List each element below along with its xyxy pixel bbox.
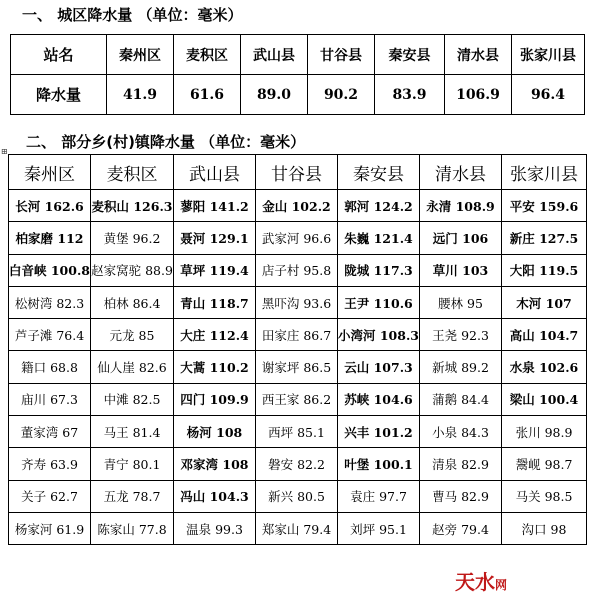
township-cell: 远门 106 (420, 222, 502, 254)
watermark-suffix: 网 (495, 578, 508, 592)
township-cell: 陈家山 77.8 (91, 512, 174, 544)
township-precipitation-table (8, 154, 587, 545)
township-row (9, 319, 587, 351)
township-cell: 清泉 82.9 (420, 448, 502, 480)
township-cell: 白音峡 100.8 (9, 254, 91, 286)
township-cell: 温泉 99.3 (174, 512, 256, 544)
township-cell: 五龙 78.7 (91, 480, 174, 512)
township-cell: 松树湾 82.3 (9, 286, 91, 318)
precipitation-value: 41.9 (107, 75, 174, 115)
township-cell: 袁庄 97.7 (338, 480, 420, 512)
township-cell: 梁山 100.4 (502, 383, 587, 415)
township-cell: 谢家坪 86.5 (256, 351, 338, 383)
township-row (9, 222, 587, 254)
township-cell: 曹马 82.9 (420, 480, 502, 512)
township-cell: 武家河 96.6 (256, 222, 338, 254)
township-cell: 店子村 95.8 (256, 254, 338, 286)
township-cell: 草川 103 (420, 254, 502, 286)
township-row (9, 383, 587, 415)
township-cell: 赵家窝驼 88.9 (91, 254, 174, 286)
precipitation-value: 61.6 (174, 75, 241, 115)
township-cell: 永清 108.9 (420, 190, 502, 222)
station-name: 武山县 (241, 35, 308, 75)
watermark-main: 天水 (455, 570, 495, 594)
county-header: 张家川县 (502, 155, 587, 190)
township-row (9, 448, 587, 480)
township-cell: 西王家 86.2 (256, 383, 338, 415)
township-cell: 张川 98.9 (502, 416, 587, 448)
township-cell: 腰林 95 (420, 286, 502, 318)
township-cell: 沟口 98 (502, 512, 587, 544)
township-cell: 大蒿 110.2 (174, 351, 256, 383)
station-name: 麦积区 (174, 35, 241, 75)
township-cell: 刘坪 95.1 (338, 512, 420, 544)
township-cell: 鬶岘 98.7 (502, 448, 587, 480)
township-cell: 齐寿 63.9 (9, 448, 91, 480)
township-cell: 郑家山 79.4 (256, 512, 338, 544)
township-cell: 新庄 127.5 (502, 222, 587, 254)
township-cell: 马关 98.5 (502, 480, 587, 512)
township-cell: 麦积山 126.3 (91, 190, 174, 222)
township-cell: 籍口 68.8 (9, 351, 91, 383)
township-cell: 小泉 84.3 (420, 416, 502, 448)
township-cell: 聂河 129.1 (174, 222, 256, 254)
township-cell: 大庄 112.4 (174, 319, 256, 351)
township-cell: 赵旁 79.4 (420, 512, 502, 544)
county-header: 秦州区 (9, 155, 91, 190)
county-header: 清水县 (420, 155, 502, 190)
precipitation-value: 90.2 (308, 75, 375, 115)
section1-heading: 一、 城区降水量 （单位：毫米） (22, 6, 243, 24)
township-cell: 叶堡 100.1 (338, 448, 420, 480)
township-cell: 郭河 124.2 (338, 190, 420, 222)
township-cell: 新兴 80.5 (256, 480, 338, 512)
township-row (9, 351, 587, 383)
county-header: 武山县 (174, 155, 256, 190)
township-cell: 中滩 82.5 (91, 383, 174, 415)
station-name: 张家川县 (512, 35, 585, 75)
township-cell: 杨家河 61.9 (9, 512, 91, 544)
station-name: 秦州区 (107, 35, 174, 75)
county-header: 甘谷县 (256, 155, 338, 190)
county-header: 麦积区 (91, 155, 174, 190)
township-row (9, 286, 587, 318)
township-cell: 杨河 108 (174, 416, 256, 448)
township-cell: 蓼阳 141.2 (174, 190, 256, 222)
township-cell: 青山 118.7 (174, 286, 256, 318)
station-header-row (11, 35, 585, 75)
township-cell: 小湾河 108.3 (338, 319, 420, 351)
township-cell: 四门 109.9 (174, 383, 256, 415)
township-cell: 冯山 104.3 (174, 480, 256, 512)
township-cell: 仙人崖 82.6 (91, 351, 174, 383)
township-cell: 田家庄 86.7 (256, 319, 338, 351)
precipitation-value: 106.9 (445, 75, 512, 115)
township-cell: 磐安 82.2 (256, 448, 338, 480)
county-header: 秦安县 (338, 155, 420, 190)
township-cell: 苏峡 104.6 (338, 383, 420, 415)
township-cell: 芦子滩 76.4 (9, 319, 91, 351)
township-cell: 黄堡 96.2 (91, 222, 174, 254)
precipitation-value: 83.9 (375, 75, 445, 115)
township-row (9, 416, 587, 448)
township-cell: 大阳 119.5 (502, 254, 587, 286)
station-name: 清水县 (445, 35, 512, 75)
township-cell: 庙川 67.3 (9, 383, 91, 415)
township-cell: 黑吓沟 93.6 (256, 286, 338, 318)
station-name: 甘谷县 (308, 35, 375, 75)
township-cell: 柏家磨 112 (9, 222, 91, 254)
township-row (9, 254, 587, 286)
section2-heading: 二、 部分乡(村)镇降水量 （单位：毫米） (26, 133, 306, 151)
township-cell: 青宁 80.1 (91, 448, 174, 480)
township-row (9, 190, 587, 222)
precipitation-value: 89.0 (241, 75, 308, 115)
township-cell: 朱巍 121.4 (338, 222, 420, 254)
table-anchor-icon: ⊞ (1, 147, 8, 156)
precipitation-row (11, 75, 585, 115)
township-cell: 关子 62.7 (9, 480, 91, 512)
township-cell: 元龙 85 (91, 319, 174, 351)
precipitation-value: 96.4 (512, 75, 585, 115)
township-cell: 高山 104.7 (502, 319, 587, 351)
township-cell: 董家湾 67 (9, 416, 91, 448)
township-cell: 邓家湾 108 (174, 448, 256, 480)
township-cell: 马王 81.4 (91, 416, 174, 448)
township-cell: 平安 159.6 (502, 190, 587, 222)
county-header-row (9, 155, 587, 190)
township-cell: 陇城 117.3 (338, 254, 420, 286)
township-cell: 云山 107.3 (338, 351, 420, 383)
township-cell: 金山 102.2 (256, 190, 338, 222)
township-cell: 木河 107 (502, 286, 587, 318)
township-cell: 水泉 102.6 (502, 351, 587, 383)
township-cell: 草坪 119.4 (174, 254, 256, 286)
township-row (9, 480, 587, 512)
township-cell: 新城 89.2 (420, 351, 502, 383)
township-cell: 柏林 86.4 (91, 286, 174, 318)
station-name: 秦安县 (375, 35, 445, 75)
township-cell: 王尧 92.3 (420, 319, 502, 351)
site-watermark-logo (455, 566, 507, 595)
row-label-precipitation: 降水量 (11, 75, 107, 115)
city-precipitation-table (10, 34, 585, 115)
township-cell: 王尹 110.6 (338, 286, 420, 318)
township-cell: 蒲鹅 84.4 (420, 383, 502, 415)
township-cell: 兴丰 101.2 (338, 416, 420, 448)
township-cell: 西坪 85.1 (256, 416, 338, 448)
row-label-station: 站名 (11, 35, 107, 75)
township-cell: 长河 162.6 (9, 190, 91, 222)
township-row (9, 512, 587, 544)
